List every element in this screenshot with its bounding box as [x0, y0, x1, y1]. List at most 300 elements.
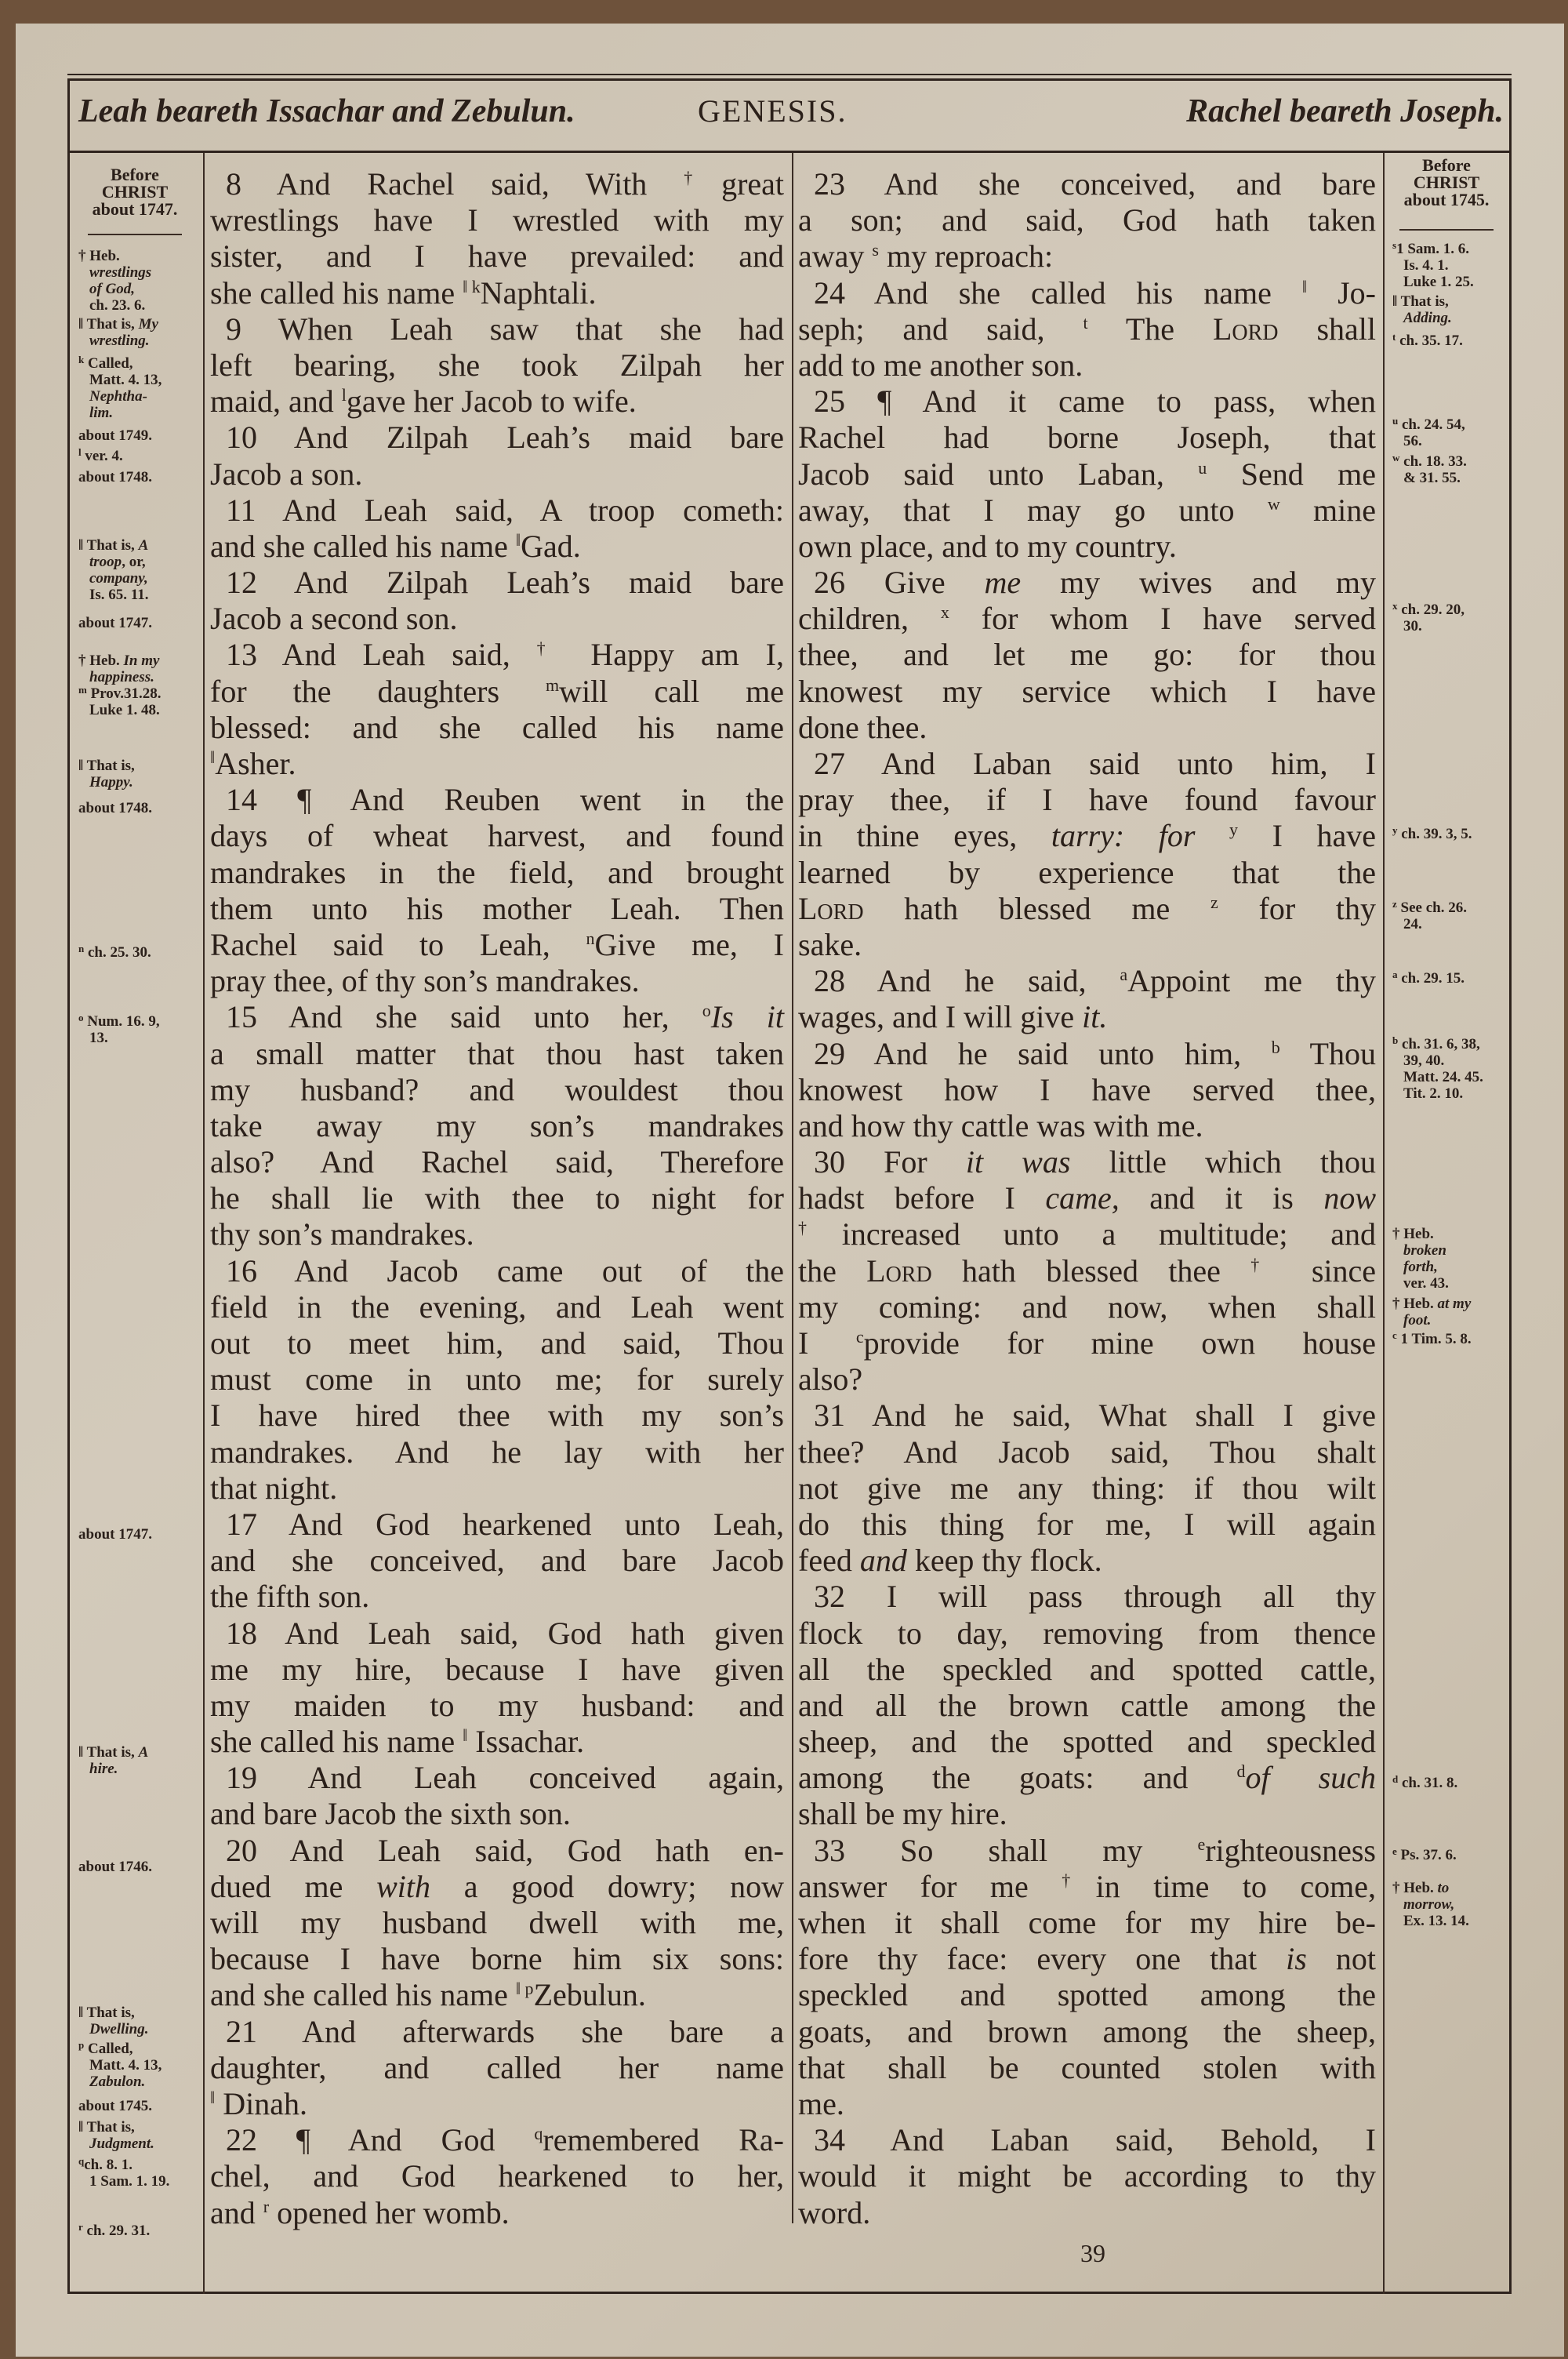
- margin-note: [78, 1859, 152, 1875]
- text-run: ‖ That is,: [78, 316, 139, 333]
- text-run: & 31. 55.: [1403, 470, 1461, 486]
- text-run: she called his name: [210, 1724, 463, 1760]
- reference-mark: l: [78, 446, 82, 458]
- running-head-right: Rachel beareth Joseph.: [1186, 93, 1504, 129]
- reference-mark: k: [78, 354, 85, 365]
- text-line: [210, 565, 784, 601]
- text-run: 18 And Leah said, God hath given: [226, 1615, 784, 1651]
- margin-note: [78, 537, 149, 603]
- text-run: the fifth son.: [210, 1579, 370, 1615]
- margin-note-line: [78, 333, 158, 349]
- text-run: away: [798, 238, 873, 274]
- margin-note-line: [1392, 1036, 1483, 1052]
- text-run: 1 Tim. 5. 8.: [1396, 1331, 1472, 1347]
- text-run: Zebulun.: [533, 1977, 646, 2013]
- text-run: Rachel said to Leah,: [210, 926, 586, 962]
- margin-note-line: [78, 758, 135, 774]
- margin-note-line: [1392, 1259, 1449, 1275]
- reference-mark: t: [1083, 312, 1088, 333]
- reference-mark: x: [1392, 600, 1398, 612]
- right-margin-heading: [1388, 157, 1505, 209]
- text-run: 28 And he said,: [814, 963, 1120, 999]
- heading-line: about 1745.: [1403, 190, 1490, 209]
- margin-note-line: [1392, 1052, 1483, 1069]
- heading-line: Before: [1422, 155, 1471, 175]
- left-margin-rule: [203, 153, 205, 2294]
- margin-note-line: [1392, 1913, 1469, 1929]
- text-line: [210, 456, 784, 493]
- margin-note: [78, 1013, 160, 1046]
- italic-run: me: [984, 565, 1022, 601]
- text-run: 24.: [1403, 916, 1422, 932]
- italic-run: hire.: [89, 1761, 118, 1777]
- margin-note: [78, 2119, 154, 2152]
- reference-mark: z: [1210, 892, 1218, 912]
- text-line: [798, 456, 1376, 493]
- margin-note-line: [78, 2223, 150, 2239]
- reference-mark: e: [1392, 1845, 1397, 1857]
- text-line: [210, 420, 784, 456]
- reference-mark: u: [1392, 415, 1399, 427]
- text-line: [210, 601, 784, 637]
- text-run: ver. 4.: [81, 448, 123, 464]
- italic-run: Zabulon.: [89, 2074, 146, 2090]
- text-line: [798, 1470, 1376, 1507]
- margin-note-line: [78, 469, 152, 485]
- margin-note-line: [78, 669, 159, 685]
- text-run: do this thing for me, I will again: [798, 1506, 1376, 1542]
- text-line: [210, 1180, 784, 1216]
- margin-note-line: [78, 355, 162, 372]
- margin-note-line: [78, 316, 158, 333]
- margin-note-line: [1392, 1085, 1483, 1102]
- text-run: 9 When Leah saw that she had: [226, 311, 784, 347]
- text-line: [210, 1470, 784, 1507]
- text-line: [210, 1616, 784, 1652]
- text-run: The: [1087, 311, 1213, 347]
- margin-note-line: [1392, 618, 1465, 634]
- margin-note-line: [1392, 1275, 1449, 1292]
- margin-note: [1392, 1775, 1457, 1791]
- text-run: 13 And Leah said,: [226, 637, 537, 673]
- italic-run: now: [1323, 1180, 1376, 1216]
- text-line: [798, 1652, 1376, 1688]
- margin-note: [78, 2223, 150, 2239]
- text-line: [798, 2158, 1376, 2194]
- text-run: will my husband dwell with me,: [210, 1905, 784, 1940]
- text-line: [210, 710, 784, 746]
- reference-mark: u: [1198, 457, 1207, 478]
- text-run: 11 And Leah said, A troop cometh:: [226, 492, 784, 528]
- reference-mark: ‖ k: [463, 276, 481, 296]
- text-line: [210, 1325, 784, 1361]
- italic-run: Judgment.: [89, 2135, 154, 2152]
- text-line: [798, 1072, 1376, 1108]
- text-run: † Heb.: [1392, 1296, 1438, 1312]
- text-column-left: [210, 166, 784, 2231]
- reference-mark: p: [78, 2039, 85, 2051]
- text-line: [210, 746, 784, 782]
- text-line: [210, 2050, 784, 2086]
- text-line: [798, 1398, 1376, 1434]
- text-run: me.: [798, 2085, 844, 2121]
- text-run: ‖ That is,: [78, 2005, 135, 2021]
- margin-note: [78, 685, 162, 718]
- text-line: [798, 2122, 1376, 2158]
- text-line: [798, 1796, 1376, 1832]
- italic-run: Happy.: [89, 774, 133, 791]
- text-run: hath blessed thee: [931, 1252, 1251, 1289]
- margin-note: [78, 2098, 152, 2114]
- text-line: [798, 383, 1376, 420]
- text-run: daughter, and called her name: [210, 2049, 784, 2085]
- margin-note-line: [78, 2098, 152, 2114]
- reference-mark: y: [1392, 824, 1398, 836]
- reference-mark: r: [78, 2221, 83, 2233]
- reference-mark: ‖: [1301, 276, 1308, 296]
- margin-note-line: [78, 2021, 148, 2037]
- margin-note-line: [78, 587, 149, 603]
- text-line: [210, 1434, 784, 1470]
- text-run: a small matter that thou hast taken: [210, 1035, 784, 1071]
- text-run: 32 I will pass through all thy: [814, 1579, 1376, 1615]
- text-run: word.: [798, 2194, 871, 2230]
- text-run: and it is: [1119, 1180, 1324, 1216]
- text-run: ch. 18. 33.: [1399, 453, 1467, 470]
- text-run: away, that I may go unto: [798, 492, 1268, 528]
- text-run: ch. 8. 1.: [84, 2157, 132, 2173]
- text-run: † Heb.: [78, 652, 124, 669]
- margin-note-line: [78, 800, 152, 816]
- text-line: [798, 1507, 1376, 1543]
- text-run: provide for mine own house: [863, 1325, 1376, 1361]
- margin-note-line: [1392, 257, 1474, 274]
- text-line: [798, 1688, 1376, 1724]
- text-run: 12 And Zilpah Leah’s maid bare: [226, 565, 784, 601]
- text-run: ch. 29. 31.: [82, 2223, 151, 2239]
- text-run: † Heb.: [1392, 1880, 1438, 1896]
- text-line: [798, 637, 1376, 673]
- text-line: [798, 2086, 1376, 2122]
- italic-run: Dwelling.: [89, 2021, 149, 2037]
- reference-mark: x: [940, 602, 949, 623]
- text-run: Num. 16. 9,: [83, 1013, 160, 1030]
- text-run: about 1748.: [78, 800, 152, 816]
- text-run: ‖ That is,: [1392, 293, 1449, 310]
- text-line: [798, 1216, 1376, 1252]
- text-run: goats, and brown among the sheep,: [798, 2013, 1376, 2049]
- text-run: own place, and to my country.: [798, 528, 1177, 564]
- text-run: opened her womb.: [269, 2194, 510, 2230]
- text-run: ch. 31. 8.: [1398, 1775, 1458, 1791]
- text-line: [798, 1361, 1376, 1398]
- text-run: all the speckled and spotted cattle,: [798, 1651, 1376, 1687]
- text-line: [798, 855, 1376, 891]
- margin-note: [1392, 1296, 1471, 1329]
- text-run: when it shall come for my hire be-: [798, 1905, 1376, 1940]
- margin-note-line: [78, 615, 152, 631]
- reference-mark: c: [855, 1327, 864, 1347]
- text-run: among the goats: and: [798, 1760, 1237, 1796]
- text-run: 1 Sam. 1. 6.: [1396, 241, 1469, 257]
- text-run: about 1748.: [78, 469, 152, 485]
- italic-run: and: [859, 1543, 907, 1579]
- italic-run: with: [376, 1868, 431, 1904]
- italic-run: at my: [1437, 1296, 1472, 1312]
- reference-mark: o: [78, 1012, 84, 1023]
- margin-note-line: [1392, 274, 1474, 290]
- text-run: Tit. 2. 10.: [1403, 1085, 1464, 1102]
- text-run: also?: [798, 1361, 863, 1398]
- reference-mark: ‖: [210, 2087, 216, 2107]
- text-run: † Heb.: [1392, 1226, 1434, 1242]
- margin-note: [78, 316, 158, 349]
- text-run: a son; and said, God hath taken: [798, 202, 1376, 238]
- text-run: I have: [1238, 818, 1377, 854]
- reference-mark: n: [78, 943, 85, 954]
- text-line: [210, 1036, 784, 1072]
- text-run: not: [1306, 1941, 1377, 1977]
- reference-mark: ‖: [210, 747, 216, 767]
- text-run: Gad.: [521, 528, 581, 564]
- text-line: [798, 275, 1376, 311]
- text-run: that shall be counted stolen with: [798, 2049, 1376, 2085]
- text-run: Ps. 37. 6.: [1396, 1847, 1457, 1863]
- margin-note: [78, 1744, 148, 1777]
- text-run: not give me any thing: if thou wilt: [798, 1470, 1376, 1506]
- text-line: [210, 311, 784, 347]
- margin-note-line: [1392, 1896, 1469, 1913]
- text-run: seph; and said,: [798, 311, 1083, 347]
- text-run: 29 And he said unto him,: [814, 1035, 1272, 1071]
- heading-line: Before: [111, 165, 159, 184]
- reference-mark: s: [1392, 239, 1397, 251]
- margin-note-line: [78, 2074, 162, 2090]
- italic-run: lim.: [89, 405, 114, 421]
- italic-run: foot.: [1403, 1312, 1432, 1329]
- text-line: [210, 855, 784, 891]
- text-run: I: [798, 1325, 856, 1361]
- text-run: flock to day, removing from thence: [798, 1615, 1376, 1651]
- text-line: [798, 1253, 1376, 1289]
- margin-note-line: [1392, 1775, 1457, 1791]
- text-run: answer for me: [798, 1868, 1062, 1904]
- text-line: [210, 1724, 784, 1760]
- text-run: 13.: [89, 1030, 108, 1046]
- margin-note: [1392, 416, 1465, 449]
- text-run: great: [721, 166, 785, 202]
- reference-mark: †: [684, 168, 722, 187]
- margin-note-line: [78, 2119, 154, 2135]
- reference-mark: a: [1120, 965, 1128, 985]
- text-run: Luke 1. 25.: [1403, 274, 1474, 290]
- text-run: about 1745.: [78, 2098, 152, 2114]
- text-run: ver. 43.: [1403, 1275, 1449, 1292]
- text-run: hath blessed me: [863, 890, 1210, 926]
- text-run: for the daughters: [210, 673, 546, 709]
- reference-mark: o: [702, 1001, 711, 1021]
- margin-note: [78, 248, 151, 314]
- margin-note: [78, 2157, 169, 2190]
- margin-note: [1392, 1036, 1483, 1102]
- reference-mark: †: [1250, 1254, 1282, 1274]
- text-line: [210, 1833, 784, 1869]
- text-run: in time to come,: [1095, 1868, 1376, 1904]
- text-run: learned by experience that the: [798, 854, 1376, 890]
- margin-note-line: [78, 944, 151, 961]
- text-run: and: [210, 2194, 263, 2230]
- text-run: 24 And she called his name: [814, 274, 1302, 311]
- text-run: 10 And Zilpah Leah’s maid bare: [226, 420, 784, 456]
- text-line: [210, 202, 784, 238]
- text-run: out to meet him, and said, Thou: [210, 1325, 784, 1361]
- text-line: [210, 1216, 784, 1252]
- margin-note-line: [1392, 1880, 1469, 1896]
- text-run: I have hired thee with my son’s: [210, 1398, 784, 1434]
- text-run: feed: [798, 1543, 860, 1579]
- italic-run: In my: [123, 652, 160, 669]
- margin-note: [1392, 1226, 1449, 1292]
- text-line: [798, 1325, 1376, 1361]
- text-line: [210, 1289, 784, 1325]
- text-line: [798, 311, 1376, 347]
- italic-run: to: [1437, 1880, 1450, 1896]
- margin-note: [1392, 970, 1465, 987]
- text-run: 34 And Laban said, Behold, I: [814, 2122, 1376, 2158]
- text-run: ch. 29. 20,: [1397, 602, 1465, 618]
- text-run: chel, and God hearkened to her,: [210, 2158, 784, 2194]
- text-run: ch. 25. 30.: [84, 944, 151, 961]
- text-run: keep thy flock.: [906, 1543, 1102, 1579]
- small-caps-run: Lord: [1212, 311, 1279, 347]
- left-margin-heading: [72, 166, 198, 218]
- text-line: [798, 1760, 1376, 1796]
- margin-note-line: [1392, 900, 1467, 916]
- text-run: because I have borne him six sons:: [210, 1941, 784, 1977]
- margin-note-line: [1392, 293, 1452, 310]
- text-run: increased unto a multitude; and: [841, 1216, 1377, 1252]
- text-run: ‖ That is,: [78, 2119, 135, 2135]
- italic-run: Nephtha-: [89, 388, 147, 405]
- margin-note-line: [1392, 1331, 1472, 1347]
- margin-note: [1392, 900, 1467, 932]
- text-line: [798, 166, 1376, 202]
- margin-note: [78, 615, 152, 631]
- text-run: , or,: [122, 554, 146, 570]
- margin-note-line: [1392, 602, 1465, 618]
- text-run: shall be my hire.: [798, 1796, 1007, 1832]
- text-run: ‖ That is,: [78, 537, 139, 554]
- italic-run: Adding.: [1403, 310, 1452, 326]
- text-line: [798, 1144, 1376, 1180]
- text-line: [798, 529, 1376, 565]
- reference-mark: b: [1392, 1034, 1399, 1046]
- text-line: [210, 1361, 784, 1398]
- margin-note-line: [78, 297, 151, 314]
- italic-run: troop: [89, 554, 122, 570]
- text-run: pray thee, if I have found favour: [798, 782, 1376, 818]
- text-run: speckled and spotted among the: [798, 1977, 1376, 2013]
- reference-mark: y: [1229, 820, 1239, 840]
- text-line: [798, 565, 1376, 601]
- text-run: Dinah.: [215, 2085, 307, 2121]
- text-line: [798, 2195, 1376, 2231]
- text-line: [210, 2014, 784, 2050]
- margin-note-line: [78, 248, 151, 264]
- text-line: [798, 963, 1376, 999]
- italic-run: happiness.: [89, 669, 154, 685]
- header-rule: [67, 151, 1512, 153]
- text-run: ch. 31. 6, 38,: [1398, 1036, 1480, 1052]
- text-line: [210, 1108, 784, 1144]
- text-line: [798, 493, 1376, 529]
- reference-mark: s: [872, 240, 879, 260]
- text-run: in thine eyes,: [798, 818, 1051, 854]
- text-run: ch. 29. 15.: [1397, 970, 1465, 987]
- text-line: [210, 493, 784, 529]
- text-run: 39, 40.: [1403, 1052, 1445, 1069]
- text-run: ‖ That is,: [78, 1744, 139, 1761]
- text-run: must come in unto me; for surely: [210, 1361, 784, 1398]
- margin-note-line: [1392, 1847, 1457, 1863]
- text-line: [798, 1289, 1376, 1325]
- margin-note-line: [78, 554, 149, 570]
- reference-mark: r: [263, 2196, 270, 2216]
- small-caps-run: Lord: [866, 1252, 932, 1289]
- reference-mark: ‖: [463, 1725, 468, 1746]
- text-run: Jacob a second son.: [210, 601, 458, 637]
- text-line: [210, 1144, 784, 1180]
- text-run: Matt. 4. 13,: [89, 372, 162, 388]
- margin-note-line: [1392, 1069, 1483, 1085]
- text-run: Happy am I,: [564, 637, 784, 673]
- text-line: [210, 1869, 784, 1905]
- reference-mark: w: [1267, 493, 1280, 514]
- text-run: Called,: [84, 355, 133, 372]
- text-run: [1195, 818, 1229, 853]
- text-run: Naphtali.: [480, 274, 597, 311]
- text-run: 23 And she conceived, and bare: [814, 166, 1376, 202]
- text-run: Rachel had borne Joseph, that: [798, 420, 1376, 456]
- reference-mark: z: [1392, 898, 1397, 910]
- margin-note-line: [1392, 241, 1474, 257]
- text-line: [210, 782, 784, 818]
- margin-note: [1392, 1847, 1457, 1863]
- text-run: Prov.31.28.: [86, 685, 162, 702]
- text-line: [798, 2050, 1376, 2086]
- text-run: them unto his mother Leah. Then: [210, 890, 784, 926]
- text-run: ch. 39. 3, 5.: [1397, 826, 1472, 842]
- reference-mark: ‖ p: [515, 1979, 534, 1999]
- text-run: Ex. 13. 14.: [1403, 1913, 1469, 1929]
- text-run: Luke 1. 48.: [89, 702, 160, 718]
- text-run: 26 Give: [814, 565, 985, 601]
- margin-note-line: [78, 448, 123, 464]
- top-rule: [67, 74, 1512, 75]
- margin-note-line: [78, 2057, 162, 2074]
- text-run: 33 So shall my: [814, 1832, 1198, 1868]
- text-line: [798, 818, 1376, 854]
- text-run: 1 Sam. 1. 19.: [89, 2173, 170, 2190]
- text-line: [210, 674, 784, 710]
- text-run: Matt. 24. 45.: [1403, 1069, 1483, 1085]
- text-run: 16 And Jacob came out of the: [226, 1252, 784, 1289]
- text-run: 8 And Rachel said, With: [226, 166, 684, 202]
- text-run: Jo-: [1307, 274, 1376, 311]
- text-line: [798, 347, 1376, 383]
- italic-run: it was: [965, 1144, 1071, 1180]
- margin-note: [78, 1526, 152, 1543]
